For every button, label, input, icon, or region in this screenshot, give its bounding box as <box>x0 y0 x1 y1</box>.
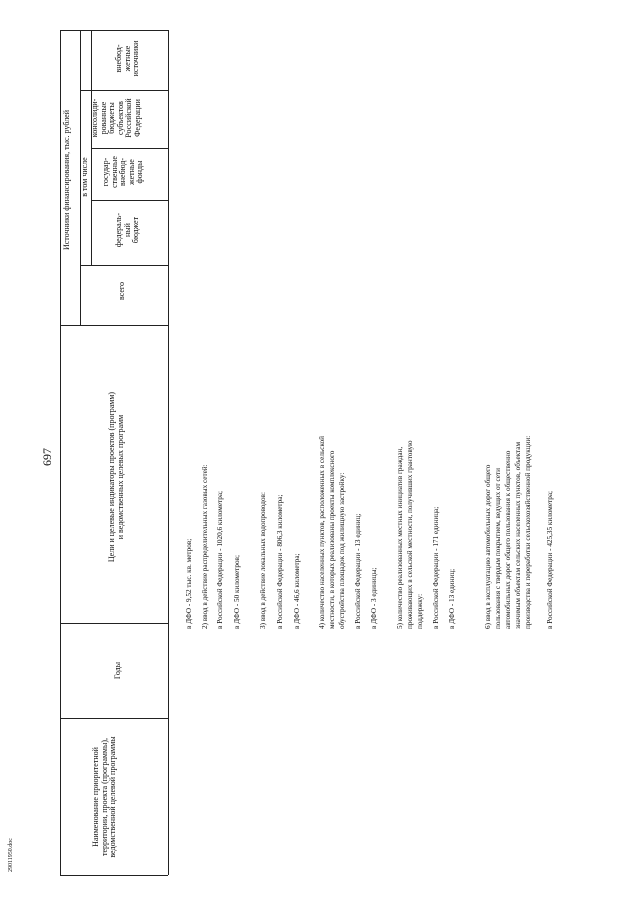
header-funding-sources <box>63 40 72 320</box>
body-line-7: в ДФО - 46,6 километра; <box>293 553 301 629</box>
header-goals-column <box>108 352 125 602</box>
header-federal-line-2: ный <box>122 223 132 237</box>
body-line-18: 6) ввод в эксплуатацию автомобильных дорог общего <box>484 464 492 629</box>
body-line-22: производства и переработки сельскохозяйственной продукции: <box>524 435 532 629</box>
body-line-5: 3) ввод в действие локальных водопроводов: <box>259 492 267 629</box>
header-federal-budget <box>115 200 141 260</box>
header-name-line-3: ведомственной целевой программы <box>108 736 118 858</box>
header-consolidated-line-6: Федерации <box>132 99 142 137</box>
body-line-19: пользования с твердым покрытием, ведущих от сети <box>494 468 502 629</box>
body-line-1: в ДФО - 9,52 тыс. кв. метров; <box>185 538 193 629</box>
body-line-2: 2) ввод в действие распределительных газовых сетей: <box>201 464 209 629</box>
body-line-12: в ДФО - 3 единицы; <box>370 567 378 629</box>
header-total-label: всего <box>117 282 126 301</box>
header-consolidated-line-5: Российской <box>124 98 134 138</box>
header-federal-line-1: федераль- <box>114 212 123 248</box>
header-state-line-4: жетные <box>126 159 136 185</box>
header-state-line-1: государ- <box>101 157 110 187</box>
header-name-line-2: территории, проекта (программы), <box>99 737 109 857</box>
header-consolidated-budgets <box>91 90 143 146</box>
header-state-line-2: ственные <box>109 156 119 188</box>
body-line-15: поддержку: <box>416 593 424 629</box>
header-including-label: в том числе <box>80 157 89 197</box>
header-goals-line-2: и ведомственных целевых программ <box>115 414 125 540</box>
header-funding-label: Источники финансирования, тыс. рублей <box>62 109 71 251</box>
body-line-17: в ДФО - 13 единиц; <box>448 568 456 629</box>
header-extra-line-3: источники <box>131 40 141 77</box>
page-number: 697 <box>40 448 54 466</box>
body-line-4: в ДФО - 50 километров; <box>233 555 241 629</box>
body-line-3: в Российской Федерации - 1020,6 километра; <box>216 490 224 629</box>
header-federal-line-3: бюджет <box>131 216 141 244</box>
header-years-label: Годы <box>113 661 122 680</box>
header-goals-line-1: Цели и целевые индикаторы проектов (программ) <box>107 391 116 563</box>
body-line-14: проживающих в сельской местности, получивших грантовую <box>406 440 414 629</box>
body-line-8: 4) количество населенных пунктов, расположенных в сельской <box>318 436 326 629</box>
header-extra-line-2: жетные <box>122 45 132 72</box>
header-consolidated-line-4: субъектов <box>115 101 125 135</box>
header-name-line-1: Наименование приоритетной <box>91 747 100 847</box>
header-consolidated-line-1: консолиди- <box>90 98 99 138</box>
body-line-6: в Российской Федерации - 806,3 километра; <box>276 494 284 629</box>
document-code: 29011950.doc <box>8 838 14 872</box>
body-line-9: местности, в которых реализованы проекты комплексного <box>328 450 336 629</box>
body-line-10: обустройства площадок под жилищную застройку: <box>338 472 346 629</box>
header-state-funds <box>102 147 145 197</box>
body-line-23: в Российской Федерации - 425,35 километра; <box>546 490 554 629</box>
header-extra-line-1: внебюд- <box>114 44 123 73</box>
body-line-13: 5) количество реализованных местных инициатив граждан, <box>396 446 404 629</box>
header-extra-budget <box>115 31 141 86</box>
header-consolidated-line-3: бюджеты <box>107 102 117 134</box>
header-consolidated-line-2: рованные <box>98 101 108 135</box>
header-including <box>81 92 90 262</box>
body-line-11: в Российской Федерации - 13 единиц; <box>354 513 362 629</box>
header-total <box>118 266 127 316</box>
body-line-21: значимым объектам сельских населенных пунктов, объектам <box>514 441 522 629</box>
header-name-column <box>92 722 118 872</box>
header-state-line-3: внебюд- <box>118 158 128 186</box>
body-line-16: в Российской Федерации - 171 единица; <box>432 506 440 629</box>
header-years-column <box>114 648 123 693</box>
header-state-line-5: фонды <box>135 160 145 184</box>
body-line-20: автомобильных дорог общего пользования к общественно <box>504 450 512 629</box>
